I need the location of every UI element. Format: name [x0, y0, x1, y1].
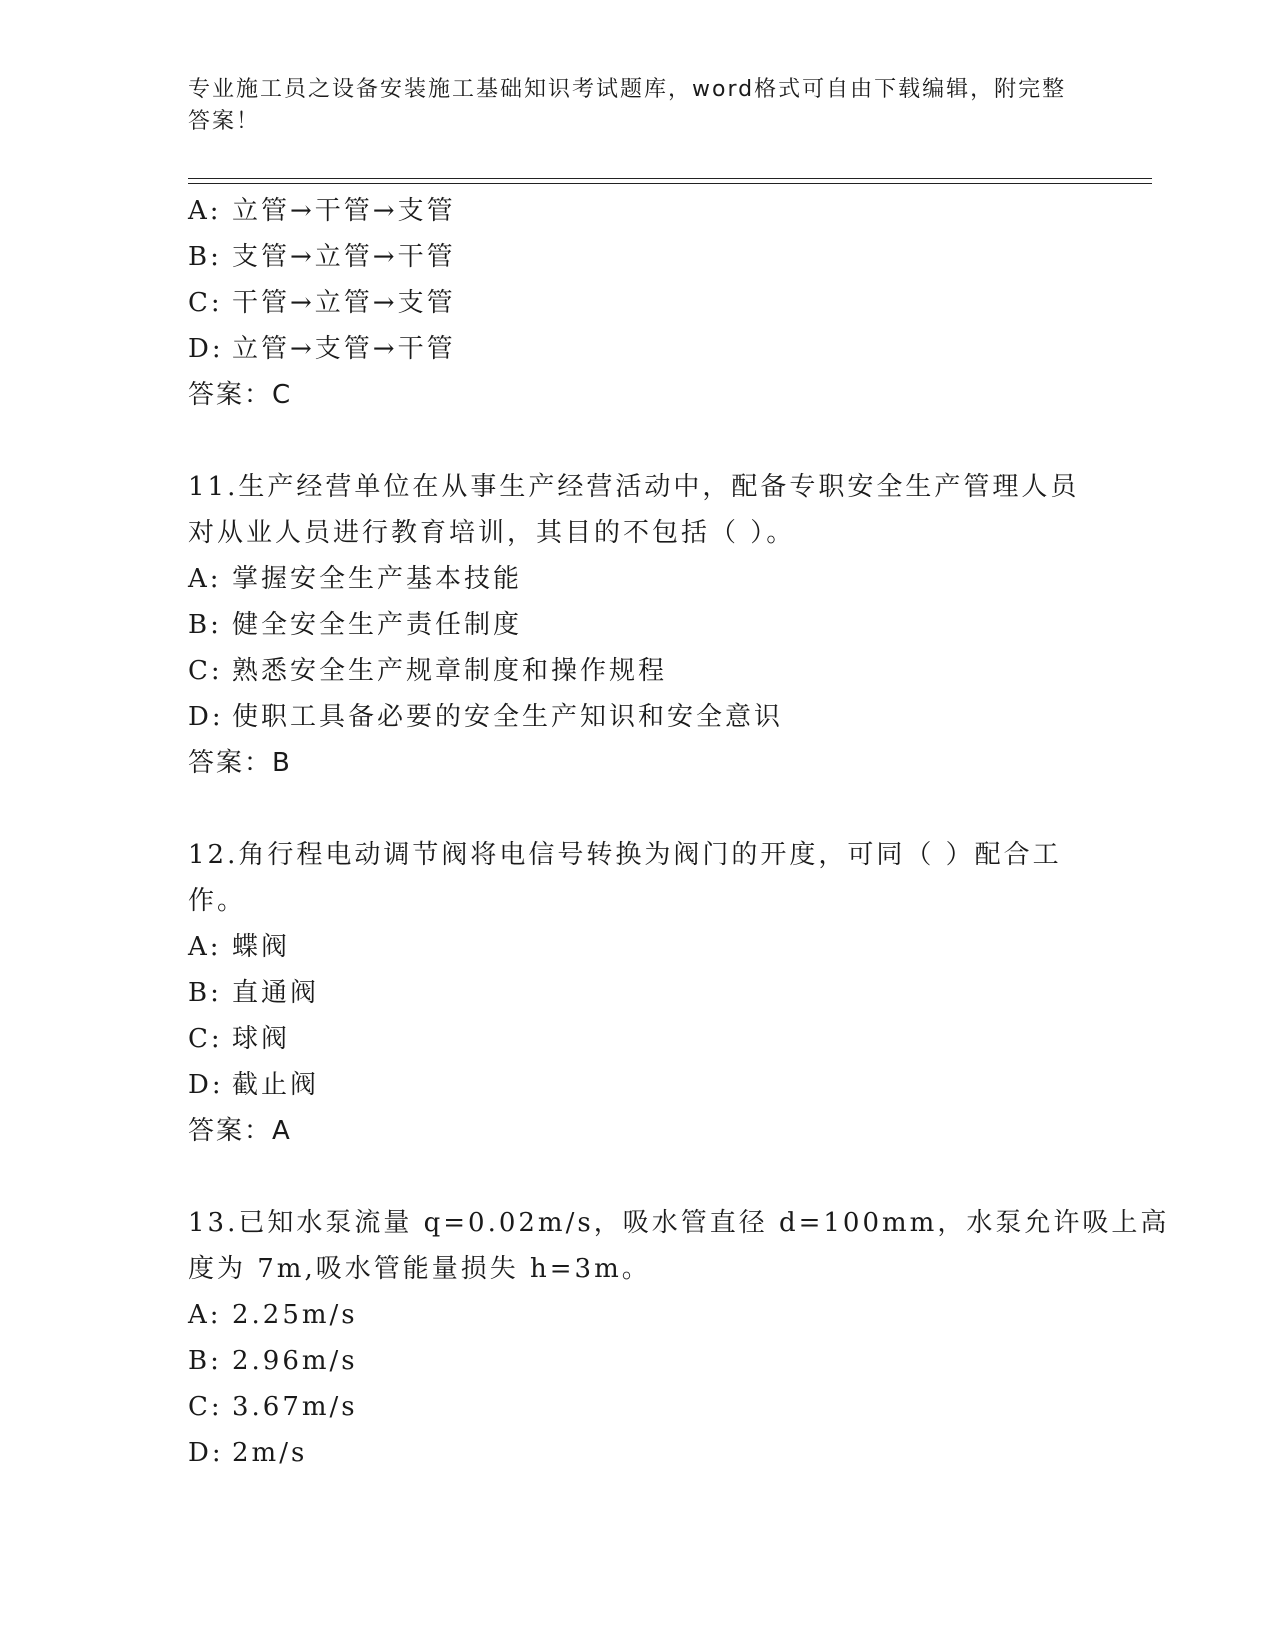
option-letter: C: [188, 1392, 223, 1422]
option-c [188, 280, 1088, 326]
option-letter: C: [188, 288, 223, 318]
answer-line: 答案：C [188, 380, 293, 410]
spacer [188, 786, 1088, 832]
option-b [188, 1338, 1088, 1384]
header-rule-bottom [188, 183, 1152, 184]
option-d [188, 326, 1088, 372]
option-text: 球阀 [232, 1024, 291, 1054]
option-b [188, 970, 1088, 1016]
option-text: 截止阀 [232, 1070, 320, 1100]
option-letter: C: [188, 656, 223, 686]
document-header: 专业施工员之设备安装施工基础知识考试题库，word格式可自由下载编辑，附完整答案！ [188, 77, 1067, 134]
option-d [188, 1430, 1088, 1476]
prev-question [188, 188, 1088, 418]
question-12 [188, 832, 1088, 1154]
answer-line: 答案：A [188, 1116, 292, 1146]
question-text-line: 作。 [188, 886, 247, 916]
option-text: 熟悉安全生产规章制度和操作规程 [232, 656, 668, 686]
answer-line: 答案：B [188, 748, 292, 778]
option-text: 立管→干管→支管 [232, 196, 456, 226]
question-text-line: 12.角行程电动调节阀将电信号转换为阀门的开度，可同（ ）配合工 [188, 840, 1062, 870]
option-letter: B: [188, 1346, 222, 1376]
option-text: 直通阀 [232, 978, 320, 1008]
option-a [188, 924, 1088, 970]
option-letter: C: [188, 1024, 223, 1054]
option-letter: A: [188, 1300, 222, 1330]
question-13 [188, 1200, 1170, 1476]
option-letter: A: [188, 564, 222, 594]
spacer [188, 1154, 1088, 1200]
question-text-line: 13.已知水泵流量 q=0.02m/s，吸水管直径 d=100mm，水泵允许吸上高 [188, 1208, 1170, 1238]
option-letter: D: [188, 1438, 224, 1468]
option-letter: B: [188, 610, 222, 640]
question-content [188, 188, 1170, 1476]
option-d [188, 694, 1088, 740]
option-letter: A: [188, 932, 222, 962]
option-text: 蝶阀 [232, 932, 291, 962]
option-text: 2m/s [232, 1438, 308, 1468]
option-a [188, 188, 1088, 234]
option-text: 健全安全生产责任制度 [232, 610, 523, 640]
option-text: 立管→支管→干管 [232, 334, 456, 364]
option-b [188, 602, 1088, 648]
option-c [188, 1384, 1088, 1430]
spacer [188, 418, 1088, 464]
option-c [188, 1016, 1088, 1062]
option-letter: B: [188, 978, 222, 1008]
option-c [188, 648, 1088, 694]
option-letter: D: [188, 334, 224, 364]
option-text: 支管→立管→干管 [232, 242, 456, 272]
question-text-line: 11.生产经营单位在从事生产经营活动中，配备专职安全生产管理人员 [188, 472, 1080, 502]
question-text-line: 度为 7m,吸水管能量损失 h=3m。 [188, 1254, 651, 1284]
header-rule-top [188, 178, 1152, 179]
question-11 [188, 464, 1088, 786]
option-a [188, 556, 1088, 602]
option-text: 3.67m/s [232, 1392, 358, 1422]
question-text-line: 对从业人员进行教育培训，其目的不包括（ ）。 [188, 518, 796, 548]
option-b [188, 234, 1088, 280]
option-letter: D: [188, 1070, 224, 1100]
option-letter: B: [188, 242, 222, 272]
option-text: 干管→立管→支管 [232, 288, 456, 318]
option-text: 使职工具备必要的安全生产知识和安全意识 [232, 702, 784, 732]
option-letter: A: [188, 196, 222, 226]
option-d [188, 1062, 1088, 1108]
option-text: 2.25m/s [232, 1300, 358, 1330]
option-letter: D: [188, 702, 224, 732]
option-text: 2.96m/s [232, 1346, 358, 1376]
option-text: 掌握安全生产基本技能 [232, 564, 523, 594]
option-a [188, 1292, 1088, 1338]
